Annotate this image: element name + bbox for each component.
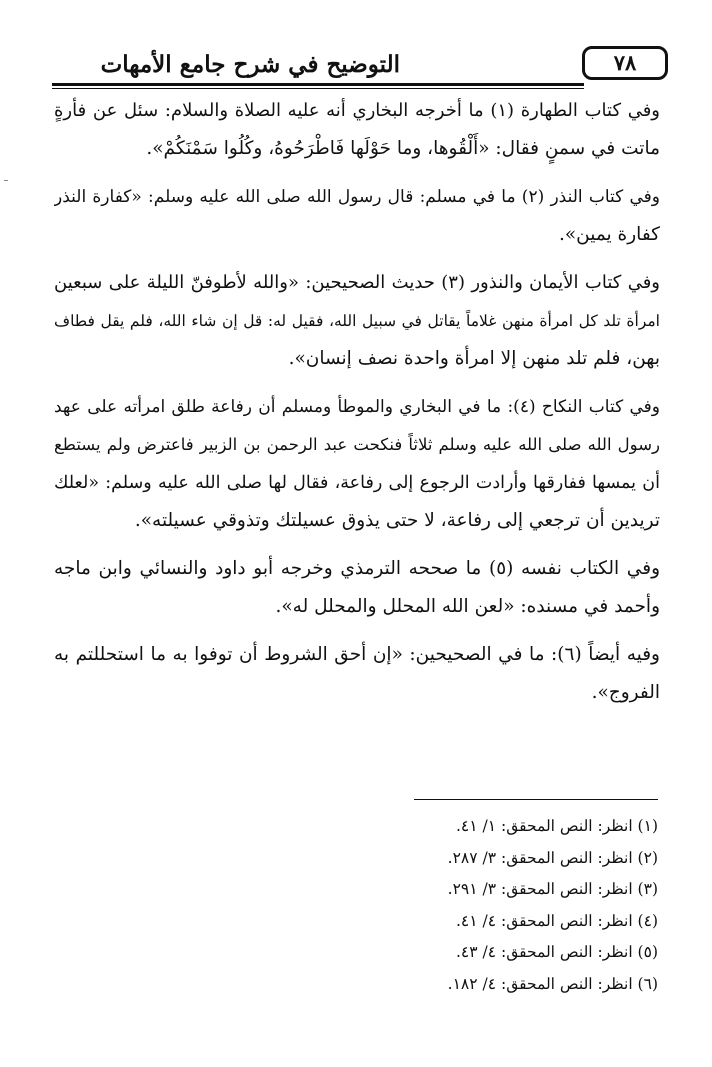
text-line: بهن، فلم تلد منهن إلا امرأة واحدة نصف إنسان».	[288, 348, 660, 369]
text-line: كفارة يمين».	[558, 224, 660, 245]
page-header	[52, 46, 658, 86]
paragraph-gap	[54, 540, 660, 550]
footnotes	[300, 811, 658, 1000]
paragraph	[54, 264, 660, 378]
running-title: التوضيح في شرح جامع الأمهات	[100, 51, 400, 78]
page-number-box	[582, 46, 668, 80]
text-line: امرأة تلد كل امرأة منهن غلاماً يقاتل في سبيل الله، فقيل له: قل إن شاء الله، فلم يقل فطاف	[54, 312, 660, 330]
footnote: (٣) انظر: النص المحقق: ٣/ ٢٩١.	[447, 880, 658, 898]
scan-edge-mark	[4, 180, 8, 181]
text-line: وفي كتاب النكاح (٤): ما في البخاري والموطأ ومسلم أن رفاعة طلق امرأته على عهد	[54, 397, 660, 417]
text-line: رسول الله صلى الله عليه وسلم ثلاثاً فنكحت عبد الرحمن بن الزبير فاعترض ولم يستطع	[54, 435, 660, 454]
text-line: أن يمسها ففارقها وأرادت الرجوع إلى رفاعة، فقال لها صلى الله عليه وسلم: «لعلك	[54, 473, 660, 493]
paragraph	[54, 636, 660, 712]
text-line: وفي كتاب الأيمان والنذور (٣) حديث الصحيحين: «والله لأطوفنّ الليلة على سبعين	[54, 272, 660, 293]
footnote: (٤) انظر: النص المحقق: ٤/ ٤١.	[455, 911, 658, 930]
text-line: وفي كتاب النذر (٢) ما في مسلم: قال رسول الله صلى الله عليه وسلم: «كفارة النذر	[54, 187, 660, 207]
text-line: وفيه أيضاً (٦): ما في الصحيحين: «إن أحق الشروط أن توفوا به ما استحللتم به	[54, 644, 660, 665]
header-rule-thin	[52, 88, 584, 89]
paragraph	[54, 178, 660, 254]
footnote: (١) انظر: النص المحقق: ١/ ٤١.	[455, 817, 658, 835]
text-line: وأحمد في مسنده: «لعن الله المحلل والمحلل له».	[275, 596, 660, 617]
text-line: وفي الكتاب نفسه (٥) ما صححه الترمذي وخرجه أبو داود والنسائي وابن ماجه	[54, 558, 660, 579]
footnote-separator	[414, 799, 658, 800]
paragraph-gap	[54, 378, 660, 388]
text-line: ماتت في سمنٍ فقال: «أَلْقُوها، وما حَوْلَها فَاطْرَحُوهُ، وكُلُوا سَمْنَكُمْ».	[146, 138, 660, 159]
main-text	[54, 92, 660, 712]
paragraph	[54, 388, 660, 540]
footnote: (٦) انظر: النص المحقق: ٤/ ١٨٢.	[447, 974, 658, 993]
text-line: وفي كتاب الطهارة (١) ما أخرجه البخاري أنه عليه الصلاة والسلام: سئل عن فأرةٍ	[54, 100, 660, 121]
header-rule	[52, 83, 584, 86]
page-number: ٧٨	[613, 50, 637, 75]
paragraph-gap	[54, 254, 660, 264]
paragraph-gap	[54, 626, 660, 636]
paragraph-gap	[54, 168, 660, 178]
paragraph	[54, 92, 660, 168]
footnote: (٥) انظر: النص المحقق: ٤/ ٤٣.	[455, 943, 658, 961]
footnote: (٢) انظر: النص المحقق: ٣/ ٢٨٧.	[447, 848, 658, 867]
text-line: تريدين أن ترجعي إلى رفاعة، لا حتى يذوق عسيلتك وتذوقي عسيلته».	[134, 510, 660, 531]
text-line: الفروج».	[591, 682, 660, 703]
paragraph	[54, 550, 660, 626]
